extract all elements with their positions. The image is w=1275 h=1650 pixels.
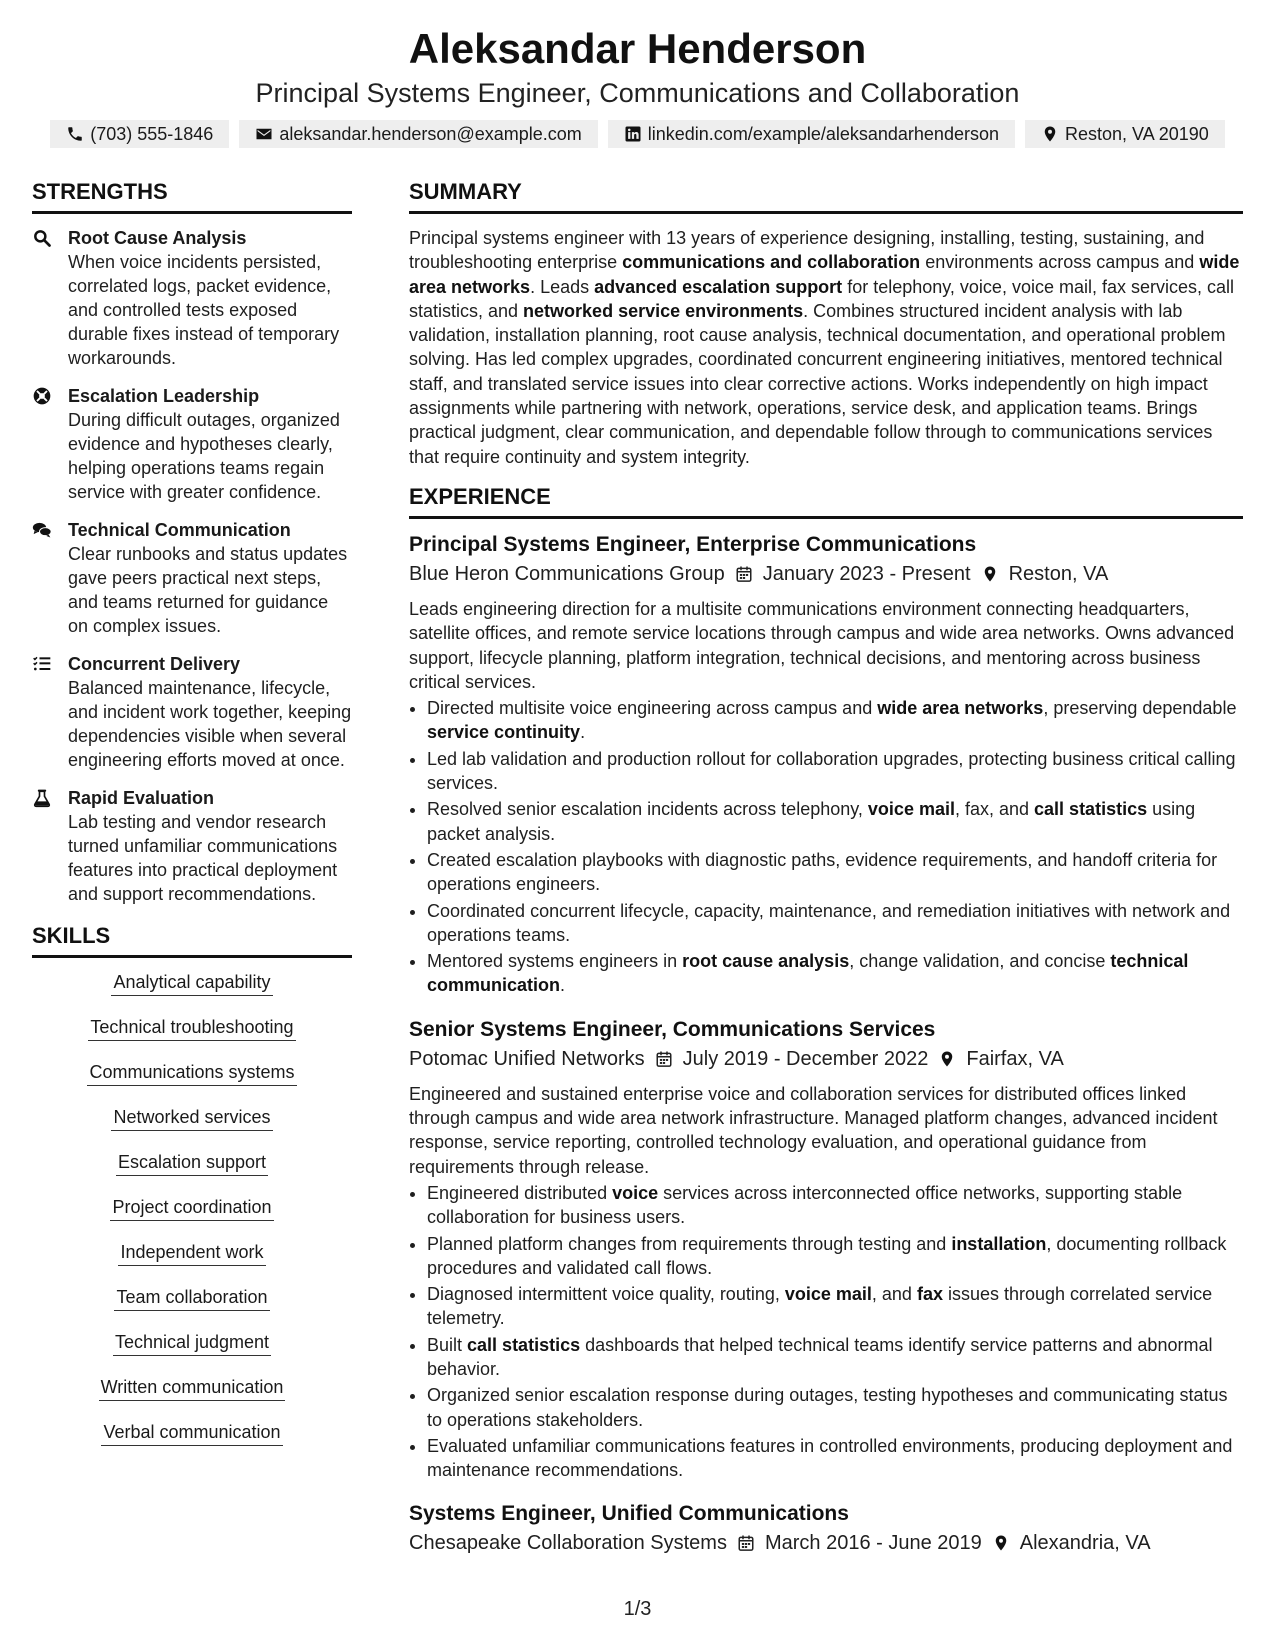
body-text: . Leads <box>530 276 595 297</box>
calendar-icon <box>737 1534 755 1552</box>
body-text: Engineered distributed <box>427 1182 613 1203</box>
map-pin-icon <box>992 1534 1010 1552</box>
emphasis-text: wide area networks <box>409 252 1240 297</box>
strength-desc: Lab testing and vendor research turned unfamiliar communications features into practical deployment and support recommendations. <box>68 812 338 904</box>
bullet-item <box>427 949 1243 998</box>
job-description: Leads engineering direction for a multisite communications environment connecting headquarters, satellite offices, and remote service locations through campus and wide area networks. Owns advanced support, lifecycle planning, platform integration, technical decisions, and mentoring across business critical services. <box>409 598 1235 692</box>
bullet-item <box>427 797 1243 846</box>
candidate-title: Principal Systems Engineer, Communications and Collaboration <box>255 78 1020 108</box>
body-text: Evaluated unfamiliar communications features in controlled environments, producing deployment and maintenance recommendations. <box>427 1435 1233 1481</box>
strength-desc: During difficult outages, organized evidence and hypotheses clearly, helping operations teams regain service with greater confidence. <box>68 410 340 502</box>
emphasis-text: wide area networks <box>877 698 1044 719</box>
emphasis-text: voice mail <box>784 1284 872 1305</box>
emphasis-text: root cause analysis <box>682 951 850 972</box>
body-text: , preserving dependable <box>1043 698 1237 719</box>
strength-title: Root Cause Analysis <box>68 228 247 248</box>
skill-list <box>32 970 352 1465</box>
job-dates: January 2023 - Present <box>762 562 971 585</box>
flask-icon <box>32 786 56 906</box>
emphasis-text: call statistics <box>1034 799 1148 820</box>
skill-tag: Technical judgment <box>113 1330 271 1356</box>
skills-heading: SKILLS <box>32 922 352 958</box>
strength-desc: Balanced maintenance, lifecycle, and incident work together, keeping dependencies visible when several engineering efforts moved at once. <box>68 678 352 770</box>
job-meta <box>409 559 1243 589</box>
body-text: , documenting rollback procedures and validated call flows. <box>427 1233 1227 1278</box>
body-text: , fax, and <box>954 799 1035 820</box>
skill-tag: Project coordination <box>110 1195 273 1221</box>
map-pin-icon <box>938 1050 956 1068</box>
envelope-icon <box>255 125 273 143</box>
job-dates: July 2019 - December 2022 <box>682 1047 929 1070</box>
skill-tag: Communications systems <box>87 1060 296 1086</box>
summary-heading: SUMMARY <box>409 178 1243 214</box>
skill-tag: Networked services <box>111 1105 272 1131</box>
bullet-item <box>427 899 1243 948</box>
skill-tag: Technical troubleshooting <box>88 1015 295 1041</box>
emphasis-text: voice mail <box>867 799 955 820</box>
strength-title: Concurrent Delivery <box>68 654 241 674</box>
contact-phone[interactable] <box>50 120 229 148</box>
job-bullets <box>409 1181 1243 1483</box>
job-company: Potomac Unified Networks <box>409 1047 645 1070</box>
skill-tag: Verbal communication <box>101 1420 282 1446</box>
body-text: , and <box>871 1284 917 1305</box>
strength-item <box>32 518 352 638</box>
contact-bar <box>0 120 1275 148</box>
bullet-item <box>427 1232 1243 1281</box>
skill-tag: Team collaboration <box>114 1285 269 1311</box>
bullet-item <box>427 1434 1243 1483</box>
job-meta <box>409 1044 1243 1074</box>
strength-title: Escalation Leadership <box>68 386 260 406</box>
calendar-icon <box>735 565 753 583</box>
contact-linkedin[interactable] <box>608 120 1015 148</box>
body-text: Built <box>427 1334 468 1355</box>
contact-phone-text: (703) 555-1846 <box>90 124 214 144</box>
emphasis-text: advanced escalation support <box>594 276 843 297</box>
resume-header <box>0 22 1275 148</box>
body-text: Directed multisite voice engineering across campus and <box>427 698 878 719</box>
body-text: , change validation, and concise <box>849 951 1111 972</box>
contact-location <box>1025 120 1225 148</box>
strength-item <box>32 384 352 504</box>
job-title: Systems Engineer, Unified Communications <box>409 1502 849 1526</box>
skill-tag: Independent work <box>118 1240 265 1266</box>
strengths-heading: STRENGTHS <box>32 178 352 214</box>
emphasis-text: fax <box>916 1284 943 1305</box>
lifebuoy-icon <box>32 384 56 504</box>
body-text: Resolved senior escalation incidents across telephony, <box>427 799 868 820</box>
body-text: Organized senior escalation response during outages, testing hypotheses and communicating status to operations stakeholders. <box>427 1385 1228 1430</box>
calendar-icon <box>655 1050 673 1068</box>
job-description: Engineered and sustained enterprise voice and collaboration services for distributed offices linked through campus and wide area network infrastructure. Managed platform changes, advanced incident response, service reporting, controlled technology evaluation, and operational guidance from requirements through release. <box>409 1083 1218 1177</box>
job-title: Senior Systems Engineer, Communications Services <box>409 1017 936 1041</box>
page-number: 1/3 <box>623 1598 652 1620</box>
job-location: Reston, VA <box>1008 562 1109 585</box>
phone-icon <box>66 125 84 143</box>
body-text: Planned platform changes from requirements through testing and <box>427 1233 952 1254</box>
bullet-item <box>427 1181 1243 1230</box>
body-text: using packet analysis. <box>427 799 1196 844</box>
strength-desc: When voice incidents persisted, correlated logs, packet evidence, and controlled tests exposed durable fixes instead of temporary workarounds. <box>68 252 340 368</box>
strength-title: Rapid Evaluation <box>68 788 215 808</box>
skills-section <box>32 922 352 1465</box>
contact-linkedin-text: linkedin.com/example/aleksandarhenderson <box>647 124 999 144</box>
contact-location-text: Reston, VA 20190 <box>1064 124 1209 144</box>
emphasis-text: networked service environments <box>523 300 804 321</box>
body-text: for telephony, voice, voice mail, fax services, call statistics, and <box>409 276 1235 321</box>
body-text: Created escalation playbooks with diagnostic paths, evidence requirements, and handoff criteria for operations engineers. <box>427 849 1218 895</box>
job-entry <box>409 1016 1243 1483</box>
contact-email[interactable] <box>239 120 597 148</box>
bullet-item <box>427 696 1243 745</box>
body-text: issues through correlated service telemetry. <box>427 1284 1213 1329</box>
job-title: Principal Systems Engineer, Enterprise Communications <box>409 532 977 556</box>
job-dates: March 2016 - June 2019 <box>764 1532 982 1555</box>
strength-desc: Clear runbooks and status updates gave peers practical next steps, and teams returned for guidance on complex issues. <box>68 544 348 636</box>
list-check-icon <box>32 652 56 772</box>
emphasis-text: technical communication <box>427 951 1189 996</box>
emphasis-text: installation <box>951 1233 1047 1254</box>
body-text: dashboards that helped technical teams identify service patterns and abnormal behavior. <box>427 1334 1213 1379</box>
body-text: . <box>560 975 566 996</box>
job-entry <box>409 531 1243 998</box>
emphasis-text: voice <box>612 1182 659 1203</box>
body-text: Mentored systems engineers in <box>427 951 683 972</box>
body-text: services across interconnected office networks, supporting stable collaboration for business users. <box>427 1182 1183 1228</box>
map-pin-icon <box>981 565 999 583</box>
body-text: Diagnosed intermittent voice quality, routing, <box>427 1284 785 1305</box>
bullet-item <box>427 1383 1243 1432</box>
strength-item <box>32 652 352 772</box>
skill-tag: Escalation support <box>116 1150 268 1176</box>
body-text: environments across campus and <box>920 252 1200 273</box>
left-column <box>32 178 352 1465</box>
search-icon <box>32 226 56 370</box>
contact-email-text: aleksandar.henderson@example.com <box>279 124 582 144</box>
job-company: Chesapeake Collaboration Systems <box>409 1532 727 1555</box>
bullet-item <box>427 1282 1243 1331</box>
map-pin-icon <box>1041 125 1059 143</box>
skill-tag: Analytical capability <box>111 970 272 996</box>
body-text: Coordinated concurrent lifecycle, capacity, maintenance, and remediation initiatives with network and operations teams. <box>427 900 1231 945</box>
strength-item <box>32 786 352 906</box>
job-bullets <box>409 696 1243 998</box>
bullet-item <box>427 747 1243 796</box>
strength-title: Technical Communication <box>68 520 291 540</box>
bullet-item <box>427 848 1243 897</box>
emphasis-text: call statistics <box>467 1334 581 1355</box>
job-entry <box>409 1500 1243 1558</box>
body-text: Led lab validation and production rollout for collaboration upgrades, protecting business critical calling services. <box>427 748 1236 794</box>
emphasis-text: service continuity <box>427 722 581 743</box>
body-text: . Combines structured incident analysis with lab validation, installation planning, root cause analysis, technical documentation, and operational problem solving. Has led complex upgrades, coordinated concurrent engineering initiatives, mentored technical staff, and translated service issues into clear corrective actions. Works independently on high impact assignments while partnering with network, operations, service desk, and application teams. Brings practical judgment, clear communication, and dependable follow through to communications services that require continuity and system integrity. <box>409 300 1226 467</box>
body-text: Principal systems engineer with 13 years of experience designing, installing, testing, sustaining, and troubleshooting enterprise <box>409 228 1205 273</box>
job-location: Alexandria, VA <box>1019 1532 1151 1555</box>
comments-icon <box>32 518 56 638</box>
candidate-name: Aleksandar Henderson <box>408 25 867 72</box>
bullet-item <box>427 1333 1243 1382</box>
strength-item <box>32 226 352 370</box>
job-location: Fairfax, VA <box>966 1047 1064 1070</box>
linkedin-icon <box>624 125 642 143</box>
job-meta <box>409 1528 1243 1558</box>
body-text: . <box>580 722 586 743</box>
skill-tag: Written communication <box>99 1375 286 1401</box>
right-column <box>409 178 1243 1576</box>
emphasis-text: communications and collaboration <box>622 252 921 273</box>
experience-heading: EXPERIENCE <box>409 483 1243 519</box>
job-company: Blue Heron Communications Group <box>409 562 725 585</box>
summary-text <box>409 226 1243 469</box>
